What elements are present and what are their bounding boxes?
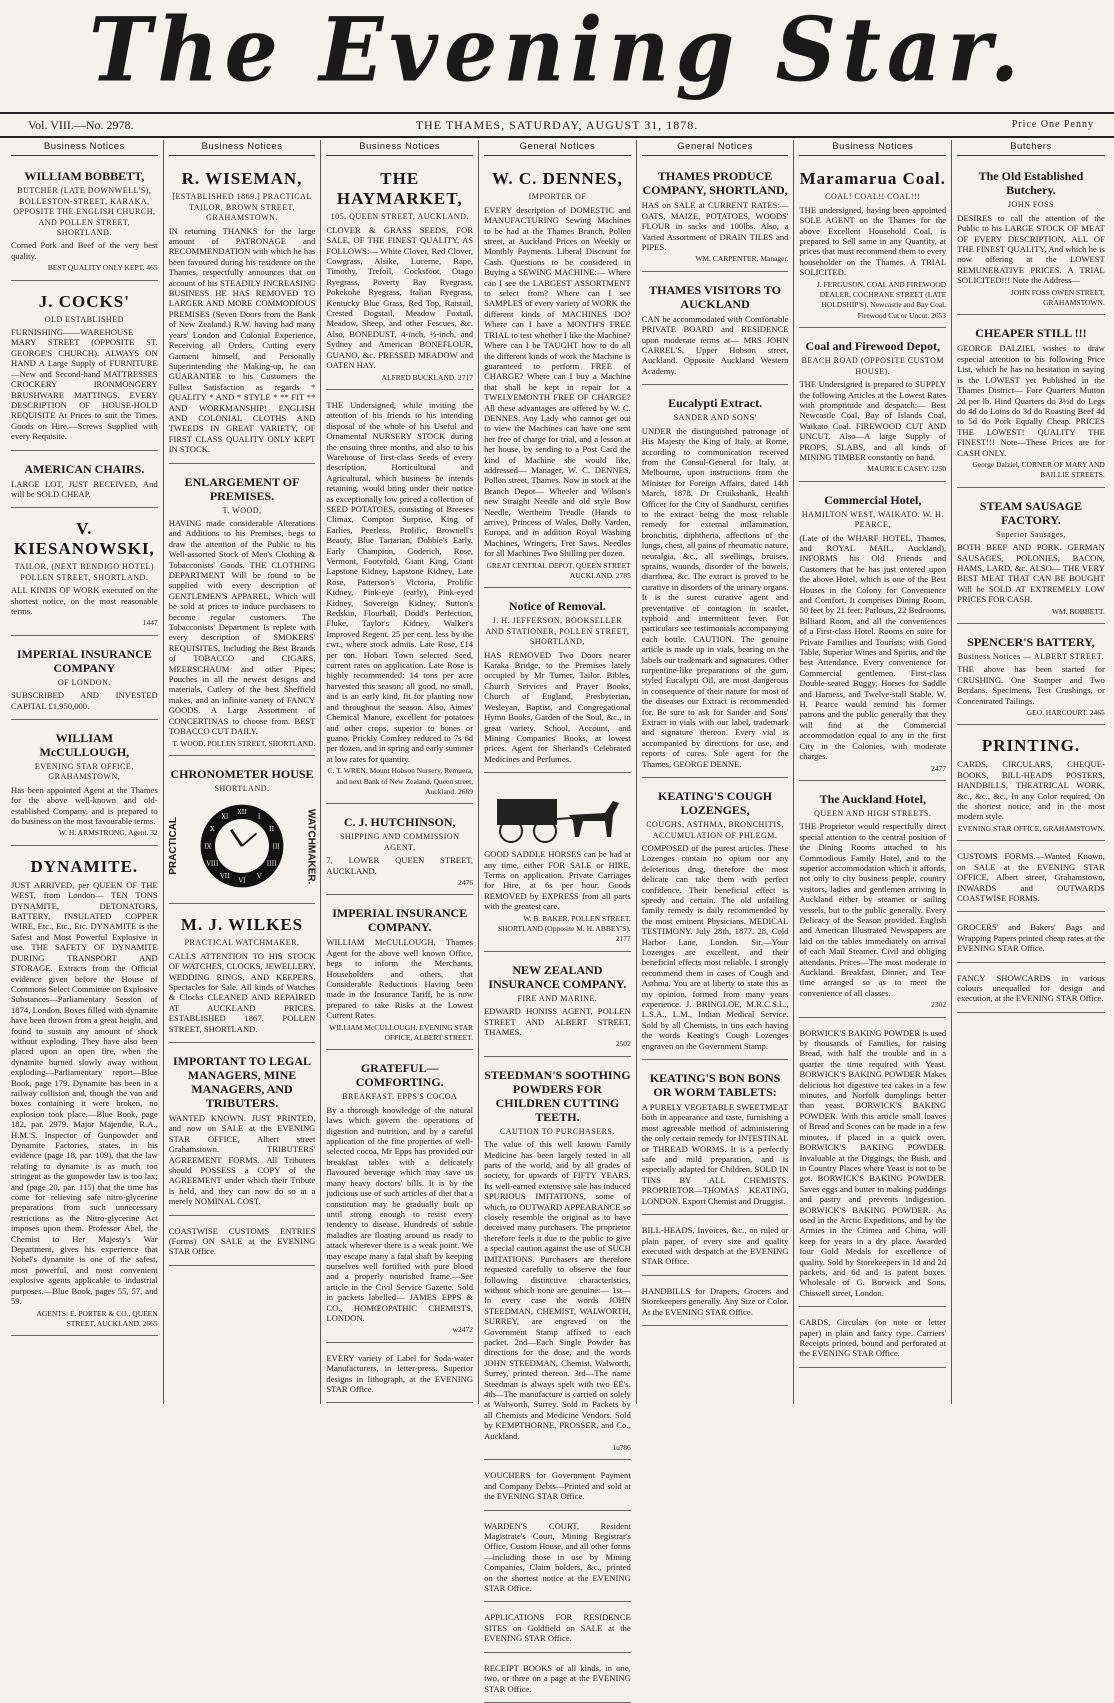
advertisement [484,777,631,952]
ad-headline: Coal and Firewood Depot, [805,339,940,354]
svg-text:VIII: VIII [206,860,219,868]
advertisement [169,1220,316,1266]
horse-carriage-icon [487,785,627,845]
masthead-title: The Evening Star. [88,0,1026,102]
ad-headline: Commercial Hotel, [824,492,922,507]
advertisement [799,332,946,481]
ad-subheading: SANDER AND SONS' [673,413,757,423]
ad-signature: 1u?86 [612,1443,631,1452]
ad-signature: WM. CARPENTER, Manager. [695,254,789,264]
ad-signature: 2476 [458,877,474,887]
ad-signature: 1447 [142,618,158,628]
advertisement [11,724,158,846]
ad-headline: C. J. HUTCHINSON, [343,815,456,830]
advertisement [642,389,789,778]
ad-body: THE Undersigned is prepared to SUPPLY the following Articles at the Lowest Rates with promptitude and despatch:— Best Newcastle Coal, Bay of Islands Coal, Waikato Coal. FIREWOOD CUT AND UNCUT. Also—A large Supply of PROPS, SLABS, and all kinds of MINING TIMBER constantly on hand. [799,379,947,462]
ad-headline: CHEAPER STILL !!! [975,326,1087,341]
ad-headline: STEEDMAN'S SOOTHING POWDERS FOR CHILDREN CUTTING TEETH. [484,1067,631,1124]
ad-signature: 2477 [931,763,947,773]
columns [6,140,1110,1694]
ad-signature: 2502 [615,1039,631,1049]
clock-icon [197,801,287,891]
ad-subheading: BREAKFAST. EPPS'S COCOA [342,1092,458,1102]
advertisement [11,162,158,280]
ad-body: VOUCHERS for Government Payment and Company Debts—Printed and sold at the EVENING STAR Office. [484,1470,631,1502]
advertisement [642,1280,789,1326]
advertisement [957,729,1105,841]
svg-text:VII: VII [220,873,230,881]
ad-subheading: Business Notices — ALBERT STREET. [957,652,1105,661]
advertisement [799,162,946,328]
ad-headline: THE HAYMARKET, [336,169,463,209]
ad-subheading: EVENING STAR OFFICE, GRAHAMSTOWN, [34,762,134,782]
clock-left-label: PRACTICAL [167,817,179,876]
advertisement [484,1515,631,1603]
ad-headline: STEAM SAUSAGE FACTORY. [979,498,1083,527]
column-2 [164,140,322,1404]
ad-body: DESIRES to call the attention of the Public to his LARGE STOCK OF MEAT OF EVERY DESCRIPTION, ALL OF THE FINEST QUALITY, And which he is now offering at the LOWEST REMUNERATIVE PRICES. A TRIAL SOLICITED!!! Note the Address— [957,212,1105,286]
ad-subheading: QUEEN AND HIGH STREETS. [814,808,932,818]
ad-headline: SPENCER'S BATTERY, [967,635,1095,649]
ad-body: JUST ARRIVED, per QUEEN OF THE WEST, from London— TEN TONS DYNAMITE, DETONATORS, BATTERY, INSULATED COPPER WIRE, Etc., Etc., Etc. DYNAMITE is the Safest and Most Powerful Explosive in use. THE SAFETY OF DYNAMITE DURING TRANSPORT AND STORAGE. Extracts from the Official evidence given before the House of Commons Select Committee on Explosive Substances—Parliamentary Session of 1874, London. Boxes filled with dynamite have been thrown from a great height, and found to sustain any amount of shock without exploding. They have also been placed upon an open fire, when the dynamite burned slowly away without exploding—Parliamentary report—Blue Book, page 179. Dynamite has been in a railway collision and, though the van and boxes containing it were broken, no explosion took place.—Blue Book, page 182, par. 2979. Major Majendie, R.A., H.M.'S. Inspector of Gunpowder and Dynamite Factories, states, in his evidence (page 18, par. 109), that the law relating to dynamite is as much too stringent as the gunpowder law is too lax; and (page 20, par. 115) that the time has come for relieving safe nitro-glycerine preparations from such unnecessary restrictions as the Nitro-glycerine Act imposes upon them. Professor Abel, the Chemist to Her Majesty's War Department, gives his experience that Nobel's dynamite is one of the safest, most powerful, and most convenient explosive agents applicable to industrial purposes.—Blue Book, pages 55, 57, and 59. [11,879,158,1307]
advertisement [957,845,1105,912]
ad-headline: ENLARGEMENT OF PREMISES. [184,474,300,503]
column-7 [952,140,1110,1404]
advertisement [326,808,473,895]
ad-subheading: BEACH ROAD (OPPOSITE CUSTOM HOUSE). [801,356,945,376]
ad-headline: CHRONOMETER HOUSE [170,766,314,781]
ad-signature: W. B. BAKER, POLLEN STREET, SHORTLAND (Opposite M. H. ABBEY'S). 2177 [497,913,631,944]
ad-headline: Eucalypti Extract. [668,396,763,411]
ad-subheading: HAMILTON WEST, WAIKATO. W. H. PEARCE, [801,509,944,530]
ad-body: CARDS, Circulars (on note or letter paper) in plain and fancy type. Carriers' Receipts printed, bound and perforated at the EVENING STAR Office. [799,1317,947,1359]
column-heading: General Notices [642,140,789,156]
svg-text:V: V [256,873,262,881]
ad-subheading: COAL! COAL!! COAL!!! [825,192,921,202]
ad-headline: THAMES VISITORS TO AUCKLAND [649,282,782,311]
ad-headline: W. C. DENNES, [491,169,623,189]
svg-text:XI: XI [221,813,229,821]
ad-body: IN returning THANKS for the large amount of PATRONAGE and RECOMMENDATION with which he has been favoured during his residence on the Thames, respectfully announces that on account of his STEADILY INCREASING BUSINESS HE HAS REMOVED TO LARGER AND MORE COMMODIOUS PREMISES (Seven Doors from the Bank of New Zealand.) R.W. having had many years' London and Colonial Experience, Receiving all Orders, Cutting every Garment himself, and Personally Superintending the Making-up, he can GUARANTEE to his Customers the Fullest Satisfaction as regards * QUALITY * AND * STYLE * ** FIT ** AND WORKMANSHIP! ENGLISH AND COLONIAL CLOTHS AND TWEEDS IN GREAT VARIETY, OF FIRST CLASS QUALITY ONLY KEPT IN STOCK. [168,225,316,455]
ad-body: SUBSCRIBED AND INVESTED CAPITAL £1,950,000. [11,690,158,711]
advertisement [169,1047,316,1216]
dateline [0,112,1114,138]
advertisement [957,628,1105,725]
ad-subheading: OF LONDON. [57,677,111,687]
advertisement [642,276,789,385]
masthead [0,0,1114,108]
ad-subheading: 105, QUEEN STREET, AUCKLAND. [330,212,469,222]
ad-body: HAVING made considerable Alterations and Additions to his Premises, begs to draw the attention of the Public to his Well-assorted Stock of Men's Clothing & Tobacconists' Goods. THE CLOTHING DEPARTMENT Will be found to be supplied with every description of GENTLEMEN'S APPAREL, Which will be sold at prices to induce purchasers to become regular customers. The Tobacconists' Department Is replete with every description of SMOKERS' REQUISITES, Including the Best Brands of TOBACCO and CIGARS, MEERSCHAUM and other Pipes; Pouches in all the newest designs and materials, Cutlery of the best Sheffield makes, and an infinite variety of FANCY GOODS. A Large Assortment of CONCERTINAS to choose from. BEST TOBACCO CUT DAILY. [168,517,316,737]
ad-body: CARDS, CIRCULARS, CHEQUE-BOOKS, BILL-HEADS POSTERS, HANDBILLS, THEATRICAL WORK, &c., &c., &c., In any Color required, On the shortest notice, and in the most modern style. [957,759,1105,822]
advertisement [484,1464,631,1510]
advertisement [642,782,789,1060]
svg-text:I: I [257,813,261,821]
ad-signature: WILLIAM McCULLOUGH, EVENING STAR OFFICE, ALBERT STREET. [329,1022,474,1043]
advertisement [799,486,946,781]
ad-signature: ALFRED BUCKLAND. 2717 [381,372,474,382]
ad-headline: GRATEFUL—COMFORTING. [355,1061,444,1090]
advertisement [11,455,158,509]
ad-headline: The Auckland Hotel, [819,791,926,806]
ad-body: WILLIAM McCULLOUGH, Thames Agent for the above well known Office, begs to inform the Merchants, Householders and others, that Considerable Reductions Having been made in the Insurance Tariff, he is now prepared to take Risks at the Lowest Current Rates. [326,937,474,1021]
ad-body: BORWICK'S BAKING POWDER is used by thousands of Families, for raising Bread, with half the trouble and in a quarter the time required with Yeast. BORWICK'S BAKING POWDER Makes delicious hot digestive tea cakes in a few minutes, and Norfolk dumplings better than yeast. BORWICK'S BAKING POWDER. With this article small loaves of Bread and Scones can be made in a few minutes, if placed in a quick oven. BORWICK'S BAKING POWDER. Invaluable at the Diggings, the Bush, and in Country Places where Yeast is not to be got. BORWICK'S BAKING POWDER. Saves eggs and butter in making puddings and pastry and prevents indigestion. BORWICK'S BAKING POWDER. As used in the Arctic Expeditions, and by the Armies in the Crimea and China, will keep for years in a dry place. Awarded four Gold Medals for excellence of quality. Sold by Storekeepers in 1d and 2d packets, and 6d and 1s patent boxes. Wholesale of G. Borwick and Sons, Chiswell street, London. [799,1027,947,1298]
ad-body: RECEIPT BOOKS of all kinds, in one, two, or three on a page at the EVENING STAR Office. [484,1662,631,1694]
clock-banner [169,795,316,897]
ad-body: COMPOSED of the purest articles. These Lozenges contain no opium nor any deleterious drug, therefore the most delicate can take them with perfect confidence. Their beneficial effect is speedy and certain. The old unfailing family remedy is daily recommended by the most eminent Physicians. MEDICAL TESTIMONY. July 28th, 1877. 28, Cold Harbor Lane, London. Sir,—Your Lozenges are excellent, and their beneficial effects most reliable. I strongly recommend them in cases of Cough and Asthma. You are at liberty to state this as my opinion, formed from many years experience. J. BRINGLOE, M.R.C.S.L., L.S.A., L.M., Indian Medical Service. Sold by all Chemists, in tins each having the words Keating's Cough Lozenges engraven on the Government Stamp. [641,842,789,1051]
ad-body: WARDEN'S COURT, Resident Magistrate's Court, Mining Registrar's Office, Custom House, and all other forms—including those in use by Mining Companies, Claim holders, &c., printed on the shortest notice at the EVENING STAR Office. [484,1520,631,1594]
ad-headline: Maramarua Coal. [799,169,946,189]
volume-number: Vol. VIII.—No. 2978. [28,118,134,132]
advertisement [11,640,158,720]
column-6 [794,140,952,1404]
ad-body: THE undersigned, having been appointed SOLE AGENT on the Thames for the above Excellent Household Coal, is prepared to Sell same in any Quantity, at prices that must recommend them to every householder on the Thames. A TRIAL SOLICITED. [799,204,947,278]
ad-headline: IMPORTANT TO LEGAL MANAGERS, MINE MANAGERS, AND TRIBUTERS. [173,1053,312,1110]
ad-body: COASTWISE CUSTOMS ENTRIES (Forms) ON SALE at the EVENING STAR Office. [168,1225,316,1257]
ad-subheading: SHORTLAND. [214,783,270,793]
advertisement [642,1064,789,1215]
advertisement [484,1657,631,1703]
column-heading: General Notices [484,140,631,156]
ad-subheading: Superior Sausages, [996,529,1066,539]
ad-subheading: TAILOR, (NEXT BENDIGO HOTEL) POLLEN STREET, SHORTLAND. [14,562,155,582]
advertisement [11,850,158,1336]
ad-headline: PRINTING. [981,736,1081,756]
ad-body: THE Undersigned, while inviting the attention of his friends to his intending disposal of the whole of his Useful and Ornamental NURSERY STOCK during the ensuing three months, and also to his Warehouse of first-class Seeds of every description, Horticultural and Agricultural, which business he intends retaining, would bring under their notice as exceptionally low priced a collection of SEED POTATOES, consisting of Breeses Climax, Compton Surprise, King of Earlies, Peerless, Prolific, Brownell's Beauty, Blue Tartarian, Dobbie's Early, Early Champion, Goderich, Rose, Vermont, Footyfold, Giant King, Giant Lapstone Kidney, Lapstone Kidney, Late Rose, Patterson's Victoria, Prolific Kidney, Pink-eye (early), Pink-eyed Kidney, Sovereign Kidney, Sutton's Redskin, Flourball, Dodd's Perfection, Fluke, Taylor's Kidney, Walker's Improved Regent. 25 per cent. less by the cwt., where stock admits. Late Rose, £14 per ton. Hobart Town selected Seed, current rates on application. Late Rose is highly recommended: 14 tons per acre harvested this season; all good, no small, and is an early kind, fit for planting now and throughout the season. Also, Aimes' Chemical Manure, excellent for potatoes and other crops, superior to bones or guano. Prickly Comfrey reduced to 7s 6d per dozen, and in spring and early summer at low rates for quantity. [326,399,474,764]
ad-headline: AMERICAN CHAIRS. [24,461,145,476]
ad-body: THE Proprietor would respectfully direct special attention to the central position of the Dining Rooms attached to his Commodious Family Hotel, and to the superior accommodation which it affords, not only to city business people, country visitors, ladies and gentlemen arriving in Auckland either by steamer or sailing vessels, but to the public generally. Every Delicacy of the Season provided. English and American Illustrated Newspapers are laid on the tables immediately on arrival of each Mail Steamer. Civil and obliging attendants. Prices—The most moderate in Auckland. Breakfast, Dinner, and Tea-time arranged so as to meet the convenience of all classes. [799,821,947,998]
advertisement [799,1311,946,1368]
ad-body: APPLICATIONS FOR RESIDENCE SITES on Goldfield on SALE at the EVENING STAR Office. [484,1612,631,1644]
advertisement [957,916,1105,962]
ad-subheading: COUGHS, ASTHMA, BRONCHITIS, ACCUMULATION OF PHLEGM. [646,820,784,840]
column-heading: Business Notices [11,140,158,156]
advertisement [799,1022,946,1308]
advertisement [957,967,1105,1013]
ad-body: The value of this well known Family Medicine has been largely tested in all parts of the world, and by all grades of society, for upwards of FIFTY YEARS. Its well-earned extensive sale has induced SPURIOUS IMITATIONS, some of which, to OUTWARD APPEARANCE so closely resemble the original as to have deceived many purchasers. The proprietor therefore feels it due to the public to give a special caution against the use of SUCH IMITATIONS. Purchasers are therefore requested carefully to observe the four following distinctive characteristics, without which none are genuine:— 1st—In every case the words JOHN STEEDMAN, CHEMIST, WALWORTH, SURREY, are engraved on the Government Stamp affixed to each packet. 2nd—Each Single Powder has directions for the dose, and the words JOHN STEEDMAN, Chemist, Walworth, Surrey, printed thereon. 3rd—The name Steedman is always spelt with two EE's. 4th—The manufacture is carried on solely at Walworth, Surrey. Sold in Packets by all Chemists and Medicine Vendors. Sold by KEMPTHORNE, PROSSER, and Co., Auckland. [484,1139,631,1441]
ad-subheading: PRACTICAL WATCHMAKER, [184,938,300,948]
ad-headline: The Old Established Butchery. [978,169,1084,198]
ad-headline: IMPERIAL INSURANCE COMPANY. [332,906,468,935]
advertisement [484,1061,631,1461]
ad-headline: DYNAMITE. [30,856,139,876]
ad-headline: WILLIAM BOBBETT, [24,169,145,184]
ad-body: (Late of the WHARF HOTEL, Thames, and ROYAL MAIL, Auckland), INFORMS his Old Friends and Customers that he has just entered upon the above Hotel, which is one of the Best Houses in the Colony for Convenience and Comfort. It comprises Dining Room, 50 feet by 21 feet; Parlours, 22 Bedrooms, Billiard Room, and all the conveniences of a First-class Hotel. Rooms en suite for Private Families and Tourists; with Good Table, Superior Wines and Spirits, and the best Attendance. Every convenience for Commercial gentlemen. First-class Double-seated Buggy, Horses for Saddle and Harness, and Twelve-stall Stable. W. H. Pearce would remind his former patrons and the public generally that they will find at the Commercial accommodation equal to any in the first City in the Colonies, with moderate charges. [799,532,947,762]
ad-body: Corned Pork and Beef of the very best quality. [11,240,158,261]
advertisement [484,956,631,1057]
ad-headline: NEW ZEALAND INSURANCE COMPANY. [488,962,627,991]
ad-body: HANDBILLS for Drapers, Grocers and Storekeepers generally. Any Size or Color. At the EVENING STAR Office. [641,1285,789,1317]
ad-body: GOOD SADDLE HORSES can be had at any time, either FOR SALE or HIRE. Terms on application. Private Carriages for Hire, at 6s per hour. Goods REMOVED by EXPRESS from all parts with the greatest care. [484,849,631,912]
ad-signature: MAURICE CASEY. 1250 [867,464,947,474]
ad-headline: IMPERIAL INSURANCE COMPANY [16,646,152,675]
column-4 [479,140,637,1694]
svg-text:IX: IX [204,843,212,851]
ad-signature: W. H. ARMSTRONG, Agent. 32 [58,828,158,838]
ad-subheading: BUTCHER (LATE DOWNWELL'S), BOLLESTON-STREET, KARAKA, OPPOSITE THE ENGLISH CHURCH, AND POLLEN STREET, SHORTLAND. [13,186,156,238]
column-heading: Butchers [957,140,1105,156]
ad-headline: THAMES PRODUCE COMPANY, SHORTLAND, [642,169,788,198]
ad-body: THE above has been started for CRUSHING. One Stamper and Two Berdans. Specimens, Test Crushings, or Concentrated Tailings. [957,664,1105,706]
ad-body: FANCY SHOWCARDS in various colours unequalled for design and execution, at the EVENING STAR Office. [957,972,1105,1004]
ad-body: GROCERS' and Bakers' Bags and Wrapping Papers printed cheap rates at the EVENING STAR Office. [957,922,1105,954]
advertisement [799,785,946,1018]
clock-right-label: WATCHMAKER. [305,808,317,884]
advertisement [484,592,631,773]
ad-signature: GREAT CENTRAL DEPOT, QUEEN STREET AUCKLAND. 2785 [486,560,631,581]
column-5 [637,140,795,1404]
ad-body: CALLS ATTENTION TO HIS STOCK OF WATCHES, CLOCKS, JEWELLERY, WEDDING RINGS, AND KEEPERS. Spectacles for Sale. All kinds of Watches & Clocks CLEANED AND REPAIRED AT AUCKLAND PRICES. ESTABLISHED 1867. POLLEN STREET, SHORTLAND. [168,950,316,1034]
ad-body: WANTED KNOWN. JUST PRINTED, and now on SALE at the EVENING STAR OFFICE, Albert street Grahamstown. TRIBUTERS' AGREEMENT FORMS. All Tributers should POSSESS a COPY of the AGREEMENT under which their Tribute is held, and they can now do so at a merely NOMINAL COST. [168,1112,316,1207]
ad-signature: EVENING STAR OFFICE, GRAHAMSTOWN. [957,823,1105,833]
ad-subheading: JOHN FOSS [1007,200,1054,210]
ad-headline: WILLIAM McCULLOUGH, [39,731,130,759]
ad-body: UNDER the distinguished patronage of His Majesty the King of Italy, at Rome, according to communication received from the Consul-General for Italy, at Melbourne, upon instructions from the Minister for Foreign Affairs, dated 14th March, 1878. Dr Cruikshank, Health Officer for the City of Sandhurst, certifies to the extract being the most reliable remedy for external inflammation, bronchitis, diphtheria, affections of the lungs, chest, all pains of rheumatic nature, neuralgia, &c., all swellings, bruises, sprains, wounds, disorder of the bowels, diarrhœa, &c. The extract is proved to be curative in disorders of the urinary organs. It is the surest curative agent and preventative of contagion in scarlet, typhoid and intermittent fever. For particulars see testimonials accompanying each bottle. CAUTION. The genuine article is made up in vials, bearing on the labels our trademark and signatures. Other turpentine-like preparations of the gum, styled Eucalypti Oil, are most dangerous in consequence of their nature for most of the diseases our Extract is recommended for. Be sure to ask for Sander and Sons' Extract in vials with our label, trademark and signature thereon. Every vial is accompanied by directions for use, and reports of cures. Sole agent for the Thames, GEORGE DENNE. [641,425,789,769]
advertisement [11,285,158,451]
advertisement [326,162,473,390]
advertisement [642,162,789,271]
ad-signature: AGENTS: E. PORTER & CO., QUEEN STREET, AUCKLAND. 2665 [36,1308,158,1328]
ad-subheading: [ESTABLISHED 1869.] PRACTICAL TAILOR, BROWN STREET, GRAHAMSTOWN. [172,192,312,223]
svg-text:XII: XII [237,809,247,817]
column-heading: Business Notices [326,140,473,156]
ad-headline: Notice of Removal. [508,599,606,614]
column-heading: Business Notices [169,140,316,156]
issue-price: Price One Penny [1011,119,1094,130]
ad-body: GEORGE DALZIEL wishes to draw especial attention to his following Price List, which he has no hesitation in saying is the LOWEST yet Published in the Thames District— Fore Quarters Mutton 2d per lb. Hind Quarters do 3½d do Legs do 4d do Loins do 3d do Roasting Beef 4d to 5d do Pork Equally Cheap. PRICES THE LOWEST! QUALITY THE FINEST!!! Note—These Prices are for CASH ONLY. [957,343,1105,458]
advertisement [11,512,158,635]
ad-subheading: SHIPPING AND COMMISSION AGENT, [339,832,460,852]
advertisement [957,492,1105,624]
advertisement [169,908,316,1043]
ad-body: Has been appointed Agent at the Thames for the above well-known and old-established Company, and is prepared to do business on the most favourable terms. [11,784,158,827]
svg-text:IIII: IIII [266,860,277,868]
ad-signature: T. WOOD, POLLEN STREET, SHORTLAND. [172,738,316,748]
ad-body: 7, LOWER QUEEN STREET, AUCKLAND. [326,855,474,876]
ad-signature: C. T. WREN, Mount Hobson Nursery, Remuera, and next Bank of New Zealand, Queen street, Auckland. 2669 [327,766,474,796]
svg-text:II: II [269,826,275,834]
ad-body: BOTH BEEF AND PORK. GERMAN SAUSAGES, POLONIES, BACON, HAMS, LARD, &c. ALSO— THE VERY BEST MEAT THAT CAN BE BOUGHT Will be SOLD AT EXTREMELY LOW PRICES FOR CASH. [957,542,1105,605]
ad-body: EDWARD HONISS AGENT, POLLEN STREET AND ALBERT STREET, THAMES. [484,1006,631,1037]
advertisement [326,1347,473,1404]
ad-signature: 2302 [931,1000,947,1010]
advertisement [484,1606,631,1652]
advertisement [326,394,473,804]
issue-date: THE THAMES, SATURDAY, AUGUST 31, 1878. [415,118,699,132]
ad-signature: WM. BOBBETT. [1051,606,1105,616]
advertisement [642,1219,789,1276]
svg-text:VI: VI [238,877,246,885]
ad-body: CLOVER & GRASS SEEDS, FOR SALE, OF THE FINEST QUALITY, AS FOLLOWS:— White Clover, Red Clover, Cowgrass, Alsike, Lucerne, Rape, Timothy, Trefoil, Cocksfoot, Otago Ryegrass, Poverty Bay Ryegrass, Pokekohe Ryegrass, Italian Ryegrass, Kentucky Blue Grass, Red Top, Ratstail, Crested Dogstail, Meadow Foxtail, Meadow, Sheep, and other Fescues, &c. Also, BONEDUST, 4-inch, ½-inch, and Sydney and American BONEFLOUR, GUANO, &c. PRESSED MEADOW and OATEN HAY. [326,224,474,371]
ad-headline: R. WISEMAN, [181,169,303,189]
ad-headline: V. KIESANOWSKI, [13,519,155,559]
advertisement [326,899,473,1050]
ad-body: EVERY variety of Label for Soda-water Manufacturers, in letter-press. Superior designs in lithograph, at the EVENING STAR Office. [326,1352,474,1394]
ad-headline: J. COCKS' [38,291,130,311]
ad-subheading: OLD ESTABLISHED [44,314,124,324]
ad-signature: JOHN FOSS OWEN STREET, GRAHAMSTOWN. [1010,287,1105,308]
ad-body: HAS REMOVED Two Doors nearer Karaka Bridge, to the Premises lately occupied by Mr Turner, Tailor. Bibles, Church Services and Prayer Books, Church of England, Presbyterian, Wesleyan, Baptist, and Congregational Hymn Books, Garden of the Soul, &c., in great variety. School, Account, and Mining Companies' Books, at lowest prices. Agent for Sherland's Celebrated Medicines and Perfumes. [484,649,631,764]
ad-signature: w2472 [452,1325,474,1335]
ad-headline: M. J. WILKES [180,915,304,935]
ad-body: FURNISHING——WAREHOUSE MARY STREET (OPPOSITE ST. GEORGE'S CHURCH). ALWAYS ON HAND A Large Supply of FURNITURE—New and Second-hand MATTRESSES CROCKERY IRONMONGERY BRUSHWARE MATTINGS. EVERY DESCRIPTION OF HOUSE-HOLD REQUISITE At Prices to suit the Times. Goods on Hire.—Screws Supplied with every Requisite. [11,327,158,442]
ad-subheading: IMPORTER OF [528,192,587,202]
advertisement [484,162,631,588]
svg-text:III: III [272,843,280,851]
advertisement [957,319,1105,487]
ad-signature: BEST QUALITY ONLY KEPT. 465 [47,263,158,273]
ad-headline: KEATING'S COUGH LOZENGES, [658,789,773,818]
svg-text:X: X [210,826,215,834]
ad-body: CAN be accommodated with Comfortable PRIVATE BOARD and RESIDENCE upon moderate terms at— MRS JOHN CARREL'S, Upper Hobson street, Auckland. Opposite Auckland Western Academy. [641,313,789,376]
advertisement [169,760,316,904]
advertisement [957,162,1105,315]
ad-signature: George Dalziel, CORNER OF MARY AND BAILLIE STREETS. [972,459,1105,480]
ad-subheading: CAUTION TO PURCHASERS. [499,1126,615,1136]
ad-signature: GEO. HARCOURT. 2465 [1026,708,1105,718]
ad-body: CUSTOMS FORMS.—Wanted Known, on SALE at the EVENING STAR OFFICE, Albert street, Grahamstown, INWARDS and OUTWARDS COASTWISE FORMS. [957,851,1105,903]
ad-signature: J. FERGUSON, COAL AND FIREWOOD DEALER, COCHRANE STREET (LATE HOLDSHIP'S). Newcastle and Bay Coal. Firewood Cut or Uncut. 2653 [816,279,947,320]
ad-body: BILL-HEADS, Invoices, &c., on ruled or plain paper, of every size and quality executed with despatch at the EVENING STAR Office. [641,1225,789,1267]
ad-subheading: T. WOOD, [222,505,262,515]
ad-body: LARGE LOT, JUST RECEIVED, And will be SOLD CHEAP. [11,478,158,499]
advertisement [326,1054,473,1342]
ad-subheading: J. H. JEFFERSON, BOOKSELLER AND STATIONER, POLLEN STREET, SHORTLAND, [485,616,630,647]
column-heading: Business Notices [799,140,946,156]
ad-body: HAS on SALE at CURRENT RATES:— OATS, MAIZE, POTATOES, WOODS' FLOUR in sacks and 100lbs. Also, a Varied Assortment of DRAIN TILES and PIPES. [641,200,789,253]
advertisement [169,162,316,463]
column-3 [321,140,479,1404]
ad-subheading: FIRE AND MARINE. [517,993,598,1003]
ad-body: By a thorough knowledge of the natural laws which govern the operations of digestion and nutrition, and by a careful application of the fine properties of well-selected cocoa, Mr Epps has provided our breakfast tables with a delicately flavoured beverage which may save us many heavy doctors' bills. It is by the judicious use of such articles of diet that a constitution may be gradually built up until strong enough to resist every tendency to disease. Hundreds of subtle maladies are floating around us ready to attack wherever there is a weak point. We may escape many a fatal shaft by keeping ourselves well fortified with pure blood and a properly nourished frame.—See article in the Civil Service Gazette. Sold in packets labelled— JAMES EPPS & CO., HOMŒOPATHIC CHEMISTS, LONDON. [326,1104,474,1323]
ad-headline: KEATING'S BON BONS OR WORM TABLETS: [649,1071,781,1100]
ad-body: A PURELY VEGETABLE SWEETMEAT both in appearance and taste, furnishing a most agreeable method of administering the only certain remedy for INTESTINAL or THREAD WORMS. It is a perfectly safe and mild preparation, and is especially adapted for Children. SOLD IN TINS BY ALL CHEMISTS. PROPRIETOR—THOMAS KEATING, LONDON. Export Chemist and Druggist. [641,1102,789,1206]
column-1 [6,140,164,1404]
advertisement [169,468,316,756]
ad-body: EVERY description of DOMESTIC and MANUFACTURING Sewing Machines to be had at the Thames Branch, Pollen street, at Auckland Prices on Weekly or Monthly Payments. Liberal Discount for Cash. Questions to be considered in Buying a SEWING MACHINE:— Where can I see the LARGEST ASSORTMENT to select from? Where can I see SAMPLES of every variety of WORK the different kinds of MACHINES DO? Where can I have a MONTH'S FREE TRIAL to test whether I like the Machine? Where can I be TAUGHT how to do all the different kinds of work the Machine is guaranteed to perform FREE of CHARGE? Where can I buy a Machine that shall be kept in repair for a TWELVEMONTH FREE OF CHARGE? All these advantages are offered by W. C. DENNES. Any Lady who cannot get out to view the Machines can have one sent her free of charge for trial, and a lesson at her house, by sending to a Post Card the kind of Machine she would like, addressed— Manager, W. C. DENNES, Pollen street, Thames. Now in stock at the Branch Depot— Wheeler and Wilson's new Straight Needle and old style Bow Needle, Wertheim Treadle (Hands to arrive), Princess of Wales, Dolly Varden, Europa, and in addition Royal Washing Machines, Wringers, Fret Saws. Needles for all Machines Two Shilling per dozen. [484,204,631,559]
ad-body: ALL KINDS OF WORK executed on the shortest notice, on the most reasonable terms. [11,585,158,616]
